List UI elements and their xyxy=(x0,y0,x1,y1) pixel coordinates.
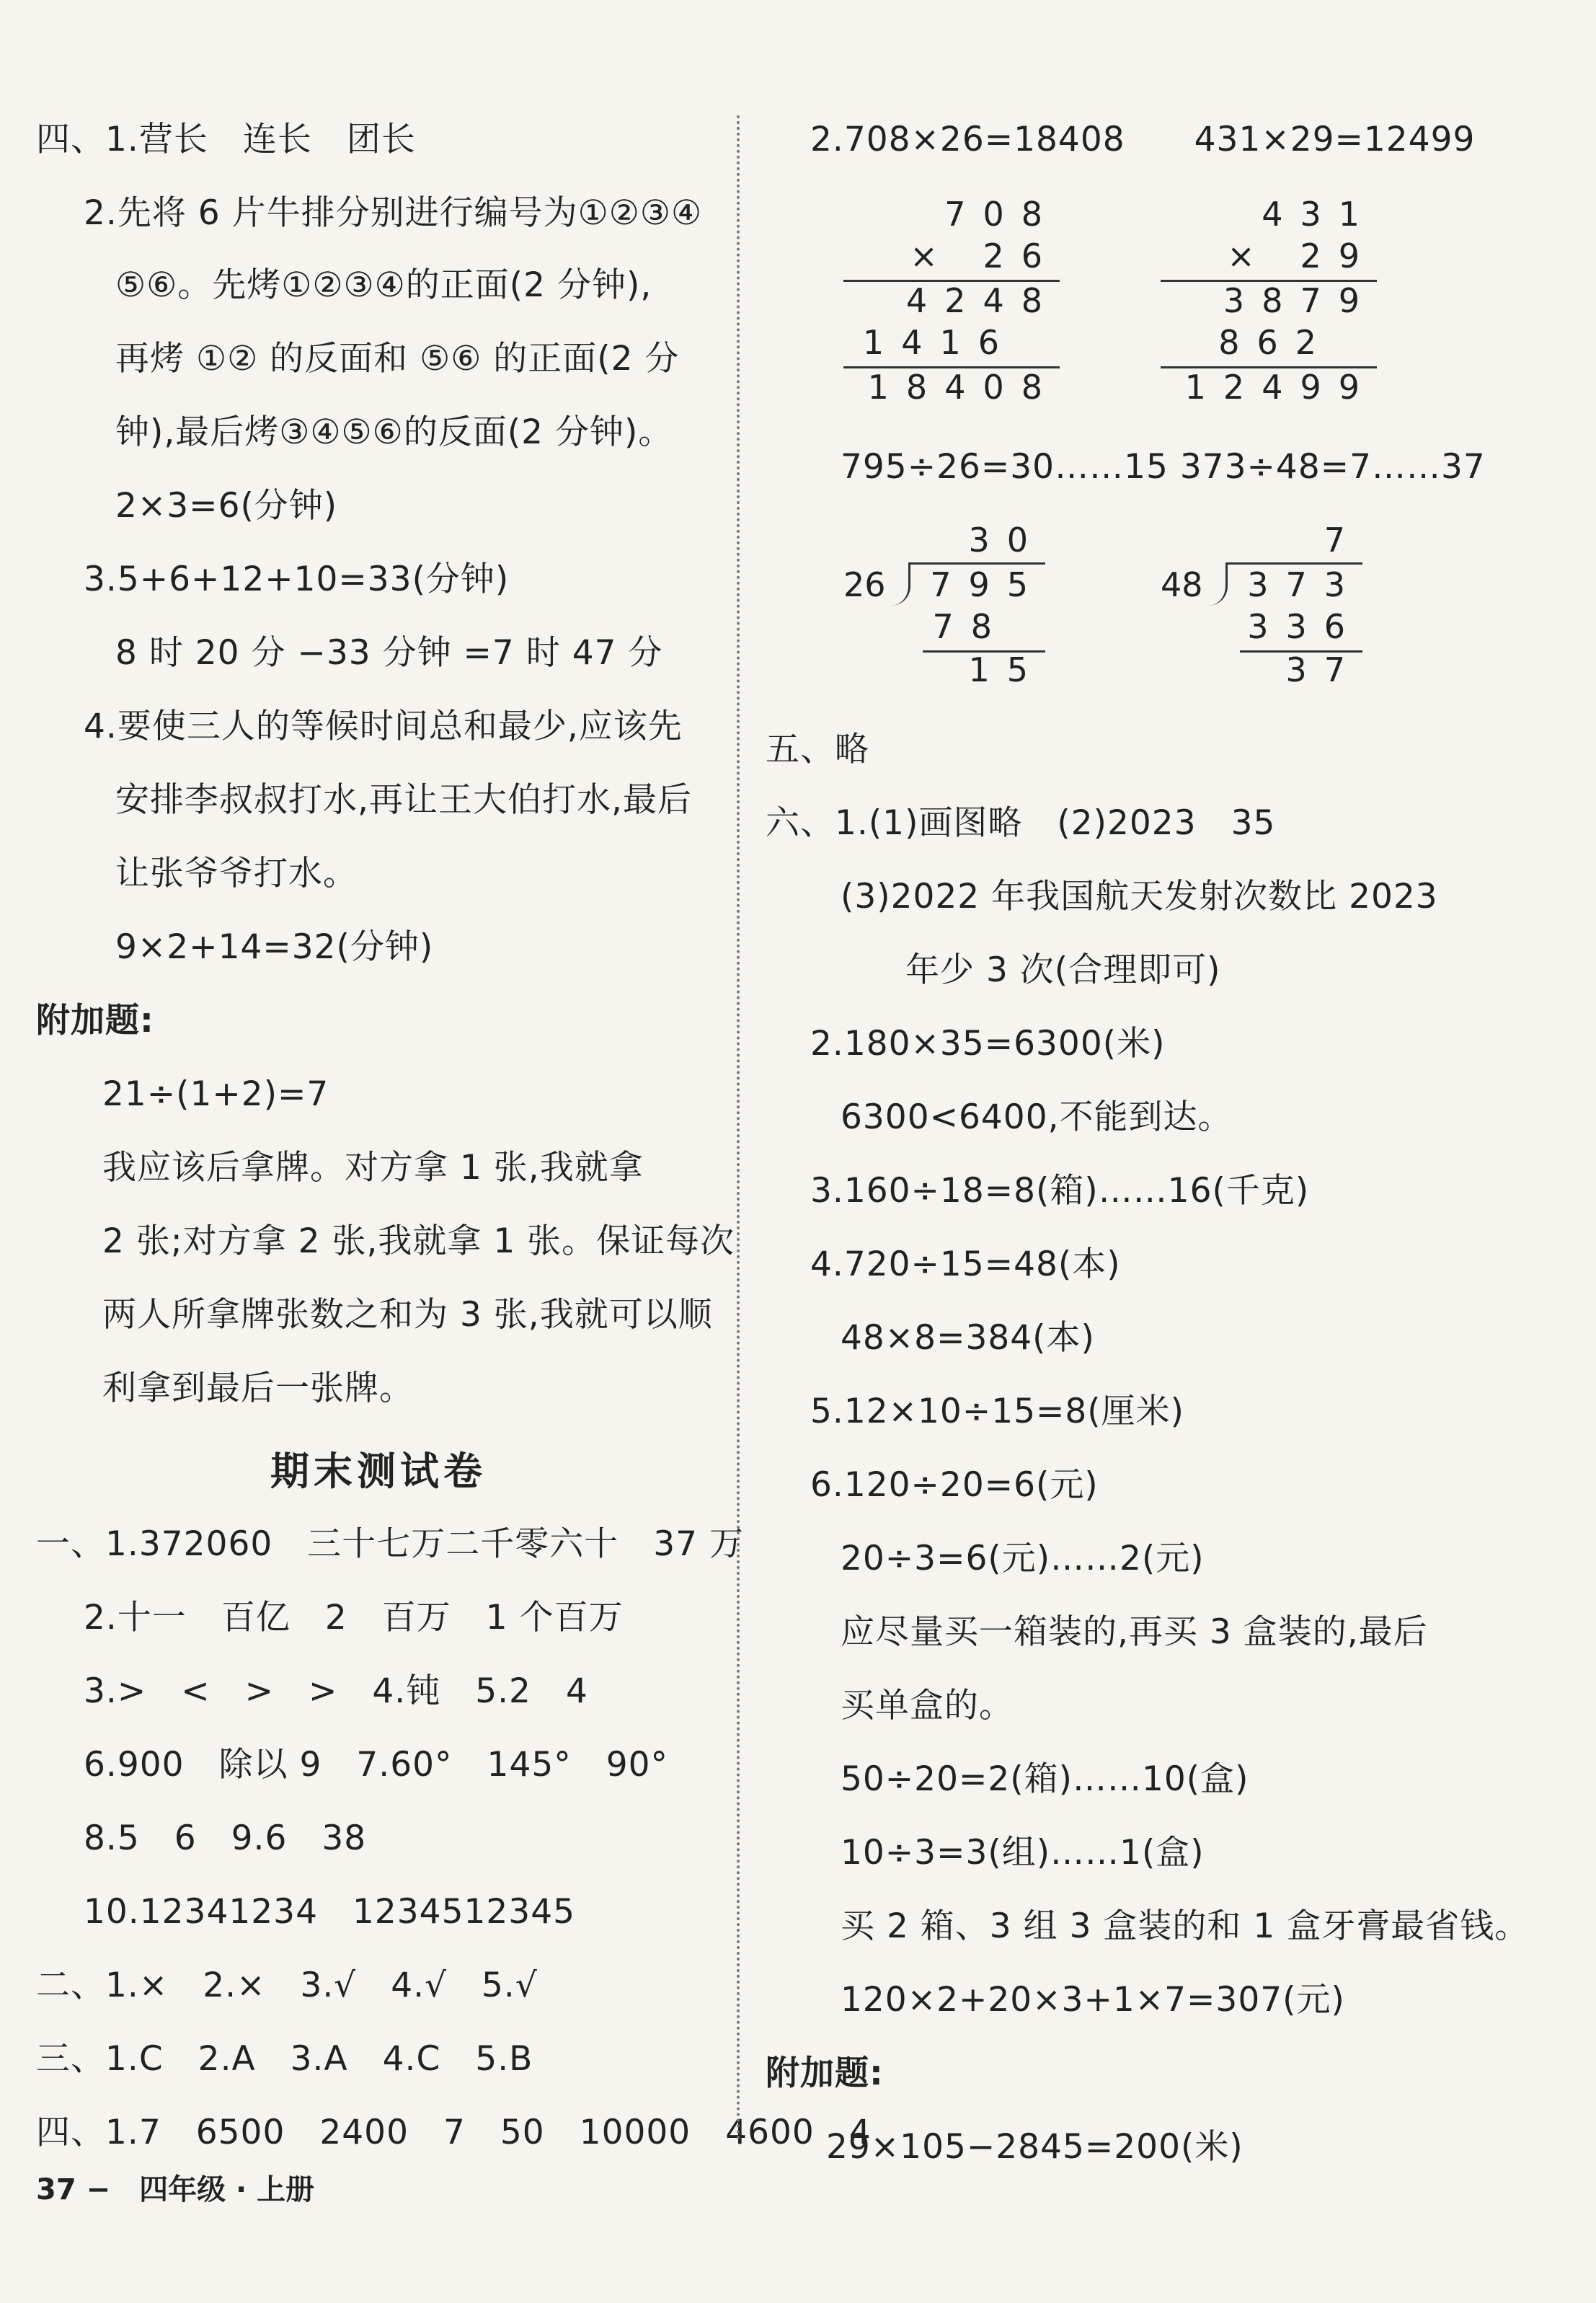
section-title: 期末测试卷 xyxy=(270,1449,487,1494)
calc-row: 12499 xyxy=(1184,368,1377,407)
answer-line: 4.720÷15=48(本) xyxy=(810,1245,1121,1284)
divisor: 48 xyxy=(1161,565,1203,604)
answer-line: 6.900 除以 9 7.60° 145° 90° xyxy=(84,1745,669,1785)
answer-line: 120×2+20×3+1×7=307(元) xyxy=(841,1980,1345,2020)
long-multiplication-2 xyxy=(1161,195,1377,411)
bonus-heading: 附加题: xyxy=(766,2054,884,2093)
answer-line: 3.> < > > 4.钝 5.2 4 xyxy=(84,1671,588,1711)
answer-line: 二、1.× 2.× 3.√ 4.√ 5.√ xyxy=(36,1966,538,2005)
answer-line: 四、1.7 6500 2400 7 50 10000 4600 4 xyxy=(36,2113,872,2152)
calc-row: 78 xyxy=(932,607,1009,646)
calc-row: 431 xyxy=(1262,195,1377,234)
bonus-heading: 附加题: xyxy=(36,1001,154,1040)
long-division-2 xyxy=(1161,521,1377,694)
answer-line: 两人所拿牌张数之和为 3 张,我就可以顺 xyxy=(102,1295,713,1335)
calc-row: 1416 xyxy=(862,323,1016,362)
long-division-1 xyxy=(843,521,1060,694)
answer-line: 六、1.(1)画图略 (2)2023 35 xyxy=(766,803,1276,843)
answer-line: 3.5+6+12+10=33(分钟) xyxy=(84,560,510,599)
answer-line: 应尽量买一箱装的,再买 3 盒装的,最后 xyxy=(841,1612,1428,1652)
answer-line: 五、略 xyxy=(766,730,869,769)
answer-line: 2×3=6(分钟) xyxy=(115,486,338,526)
answer-line: 50÷20=2(箱)……10(盒) xyxy=(841,1759,1249,1799)
answer-line: 48×8=384(本) xyxy=(841,1318,1095,1358)
answer-line: 29×105−2845=200(米) xyxy=(826,2127,1243,2167)
answer-line: 买单盒的。 xyxy=(841,1686,1014,1725)
calc-row: 708 xyxy=(944,195,1060,234)
answer-line: 再烤 ①② 的反面和 ⑤⑥ 的正面(2 分 xyxy=(115,339,680,379)
answer-line: 8 时 20 分 −33 分钟 =7 时 47 分 xyxy=(115,633,663,673)
division-bracket xyxy=(891,562,910,606)
answer-line: 安排李叔叔打水,再让王大伯打水,最后 xyxy=(115,780,692,820)
answer-line: 4.要使三人的等候时间总和最少,应该先 xyxy=(84,707,683,746)
answer-line: 8.5 6 9.6 38 xyxy=(84,1818,367,1858)
answer-line: 795÷26=30……15 373÷48=7……37 xyxy=(841,447,1486,487)
answer-line: 9×2+14=32(分钟) xyxy=(115,927,434,967)
answer-line: 2.先将 6 片牛排分别进行编号为①②③④ xyxy=(84,193,703,233)
answer-line: 5.12×10÷15=8(厘米) xyxy=(810,1392,1184,1431)
calc-row: 3879 xyxy=(1223,281,1377,320)
answer-line: 让张爷爷打水。 xyxy=(115,854,358,893)
calc-row: 336 xyxy=(1247,607,1362,646)
answer-line: 买 2 箱、3 组 3 盒装的和 1 盒牙膏最省钱。 xyxy=(841,1906,1530,1946)
answer-line: ⑤⑥。先烤①②③④的正面(2 分钟), xyxy=(115,265,652,305)
answer-line: 我应该后拿牌。对方拿 1 张,我就拿 xyxy=(102,1148,644,1188)
answer-line: 6.120÷20=6(元) xyxy=(810,1465,1099,1505)
remainder: 37 xyxy=(1285,650,1362,689)
answer-line: 10÷3=3(组)……1(盒) xyxy=(841,1833,1205,1873)
right-column xyxy=(757,0,1579,2303)
answer-line: 2.708×26=18408 431×29=12499 xyxy=(810,120,1476,159)
page-footer: 37 − 四年级 · 上册 xyxy=(36,2173,315,2206)
calc-row: 862 xyxy=(1218,323,1334,362)
dividend: 795 xyxy=(930,565,1045,604)
answer-line: 21÷(1+2)=7 xyxy=(102,1074,329,1114)
answer-line: 6300<6400,不能到达。 xyxy=(841,1097,1233,1137)
answer-line: 三、1.C 2.A 3.A 4.C 5.B xyxy=(36,2039,533,2079)
calc-row: 4248 xyxy=(905,281,1060,320)
divisor: 26 xyxy=(843,565,886,604)
long-multiplication-1 xyxy=(843,195,1060,411)
answer-line: 20÷3=6(元)……2(元) xyxy=(841,1539,1205,1578)
answer-line: (3)2022 年我国航天发射次数比 2023 xyxy=(841,877,1438,916)
answer-line: 2.十一 百亿 2 百万 1 个百万 xyxy=(84,1598,624,1637)
answer-line: 3.160÷18=8(箱)……16(千克) xyxy=(810,1171,1310,1211)
answer-line: 2.180×35=6300(米) xyxy=(810,1024,1166,1064)
division-bracket xyxy=(1208,562,1228,606)
answer-line: 四、1.营长 连长 团长 xyxy=(36,120,416,159)
answer-line: 钟),最后烤③④⑤⑥的反面(2 分钟)。 xyxy=(115,412,673,452)
division-bar xyxy=(908,562,1045,565)
quotient: 30 xyxy=(968,521,1045,560)
dividend: 373 xyxy=(1247,565,1362,604)
remainder: 15 xyxy=(968,650,1045,689)
answer-line: 利拿到最后一张牌。 xyxy=(102,1369,414,1408)
division-bar xyxy=(1225,562,1362,565)
calc-row: × 29 xyxy=(1227,237,1377,275)
answer-line: 一、1.372060 三十七万二千零六十 37 万 xyxy=(36,1524,745,1564)
answer-line: 10.12341234 1234512345 xyxy=(84,1892,575,1932)
calc-row: × 26 xyxy=(910,237,1060,275)
quotient: 7 xyxy=(1324,521,1362,560)
calc-row: 18408 xyxy=(867,368,1060,407)
column-divider xyxy=(737,115,740,2141)
answer-line: 年少 3 次(合理即可) xyxy=(905,950,1221,990)
answer-line: 2 张;对方拿 2 张,我就拿 1 张。保证每次 xyxy=(102,1221,735,1261)
